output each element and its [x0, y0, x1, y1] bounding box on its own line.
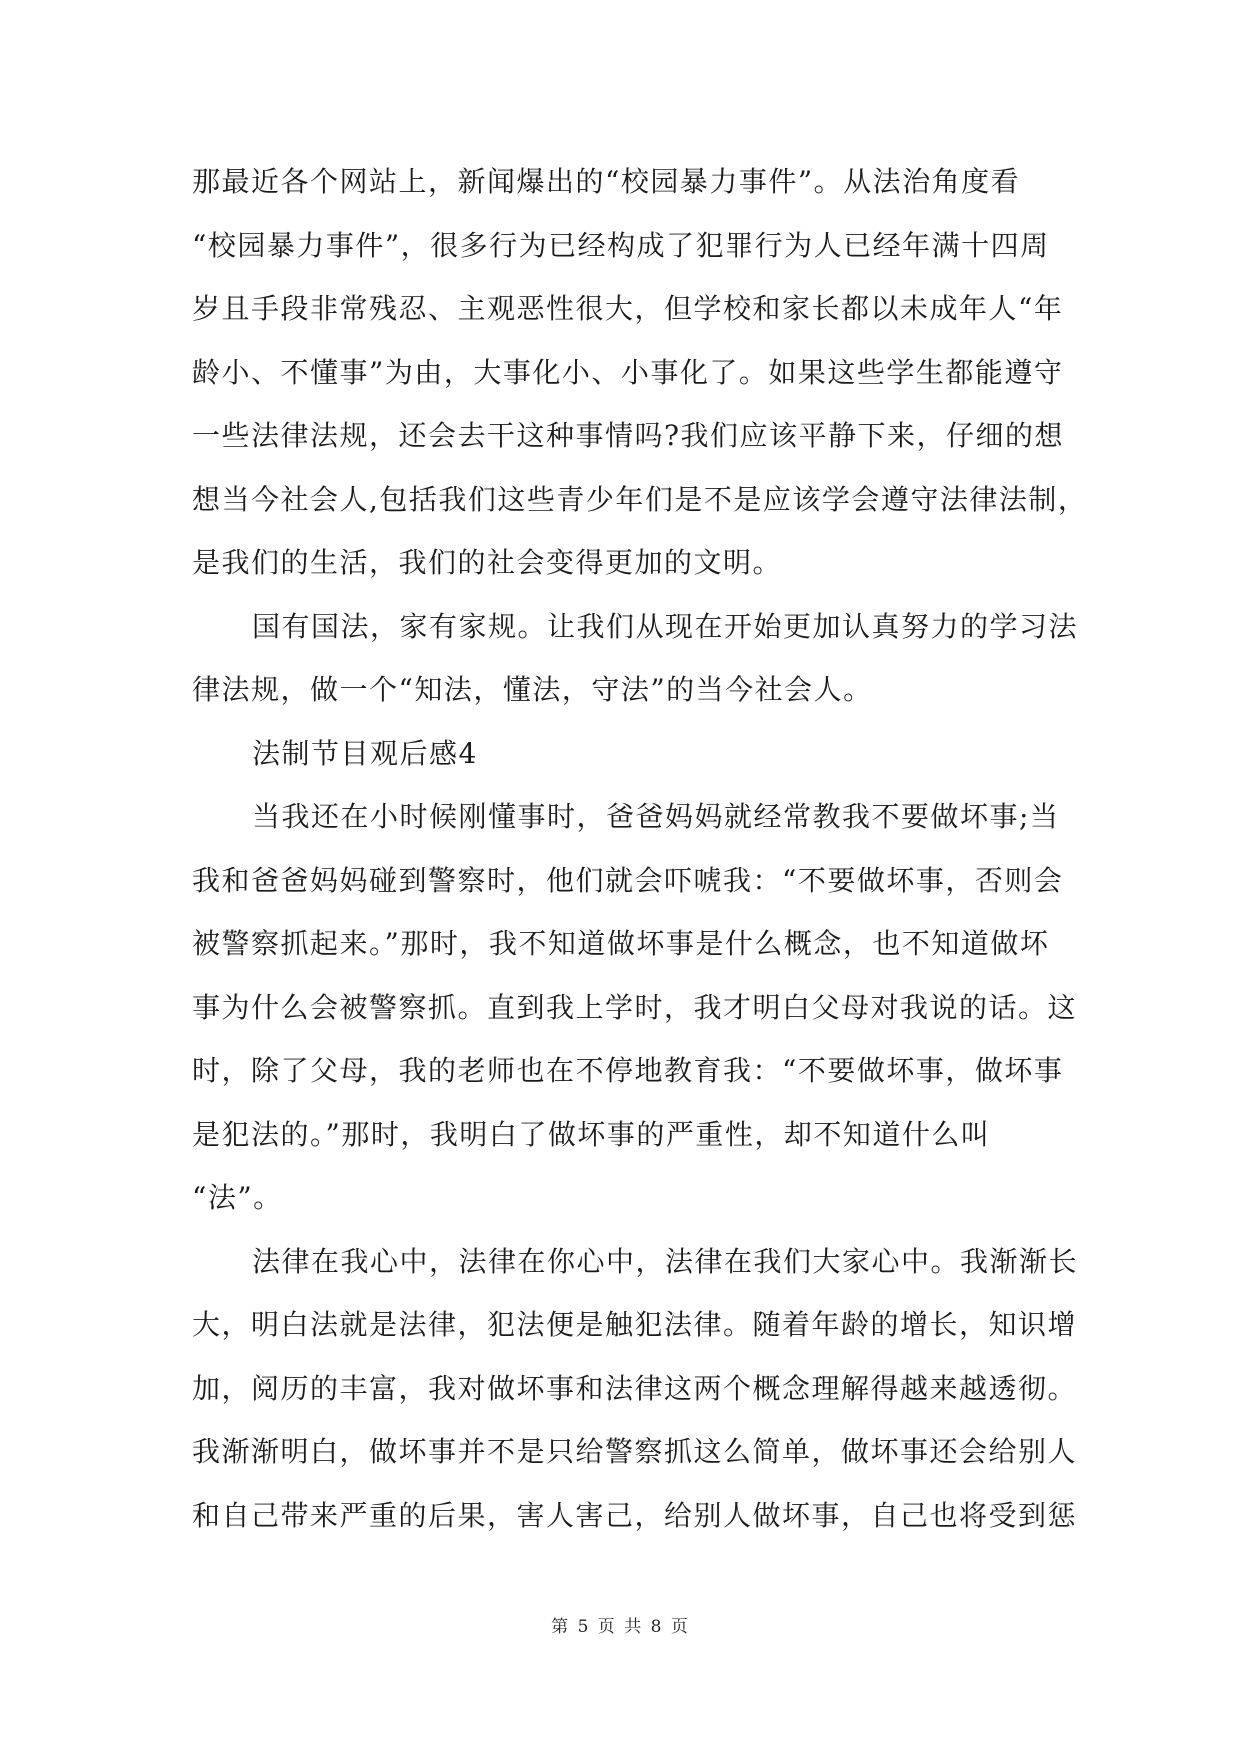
- text-line: 是犯法的。”那时，我明白了做坏事的严重性，却不知道什么叫: [192, 1117, 991, 1151]
- text-line: 时，除了父母，我的老师也在不停地教育我：“不要做坏事，做坏事: [192, 1054, 1064, 1087]
- text-line: 律法规，做一个“知法，懂法，守法”的当今社会人。: [192, 673, 873, 706]
- text-line: 那最近各个网站上，新闻爆出的“校园暴力事件”。从法治角度看: [192, 165, 1021, 198]
- text-line: 国有国法，家有家规。让我们从现在开始更加认真努力的学习法: [252, 609, 1079, 643]
- text-line: 岁且手段非常残忍、主观恶性很大，但学校和家长都以未成年人“年: [192, 292, 1064, 325]
- text-line: 想当今社会人,包括我们这些青少年们是不是应该学会遵守法律法制，: [192, 482, 1088, 516]
- section-heading: 法制节目观后感4: [252, 736, 478, 770]
- text-line: 龄小、不懂事”为由，大事化小、小事化了。如果这些学生都能遵守: [192, 355, 1064, 389]
- text-line: 当我还在小时候刚懂事时，爸爸妈妈就经常教我不要做坏事;当: [252, 800, 1060, 833]
- text-line: 法律在我心中，法律在你心中，法律在我们大家心中。我渐渐长: [252, 1244, 1079, 1278]
- text-line: 一些法律法规，还会去干这种事情吗?我们应该平静下来，仔细的想: [192, 419, 1065, 452]
- text-line: 和自己带来严重的后果，害人害己，给别人做坏事，自己也将受到惩: [192, 1498, 1078, 1532]
- text-line: 事为什么会被警察抓。直到我上学时，我才明白父母对我说的话。这: [192, 990, 1078, 1024]
- text-line: 我渐渐明白，做坏事并不是只给警察抓这么简单，做坏事还会给别人: [192, 1435, 1078, 1468]
- text-line: 被警察抓起来。”那时，我不知道做坏事是什么概念，也不知道做坏: [192, 927, 1050, 960]
- text-line: 大，明白法就是法律，犯法便是触犯法律。随着年龄的增长，知识增: [192, 1308, 1078, 1341]
- text-line: “法”。: [192, 1181, 283, 1214]
- text-line: “校园暴力事件”，很多行为已经构成了犯罪行为人已经年满十四周: [192, 228, 1050, 262]
- document-body: [192, 150, 1088, 1547]
- text-line: 我和爸爸妈妈碰到警察时，他们就会吓唬我：“不要做坏事，否则会: [192, 863, 1064, 897]
- page-number-footer: 第 5 页 共 8 页: [551, 1617, 690, 1637]
- text-line: 加，阅历的丰富，我对做坏事和法律这两个概念理解得越来越透彻。: [192, 1371, 1078, 1405]
- text-line: 是我们的生活，我们的社会变得更加的文明。: [192, 546, 783, 579]
